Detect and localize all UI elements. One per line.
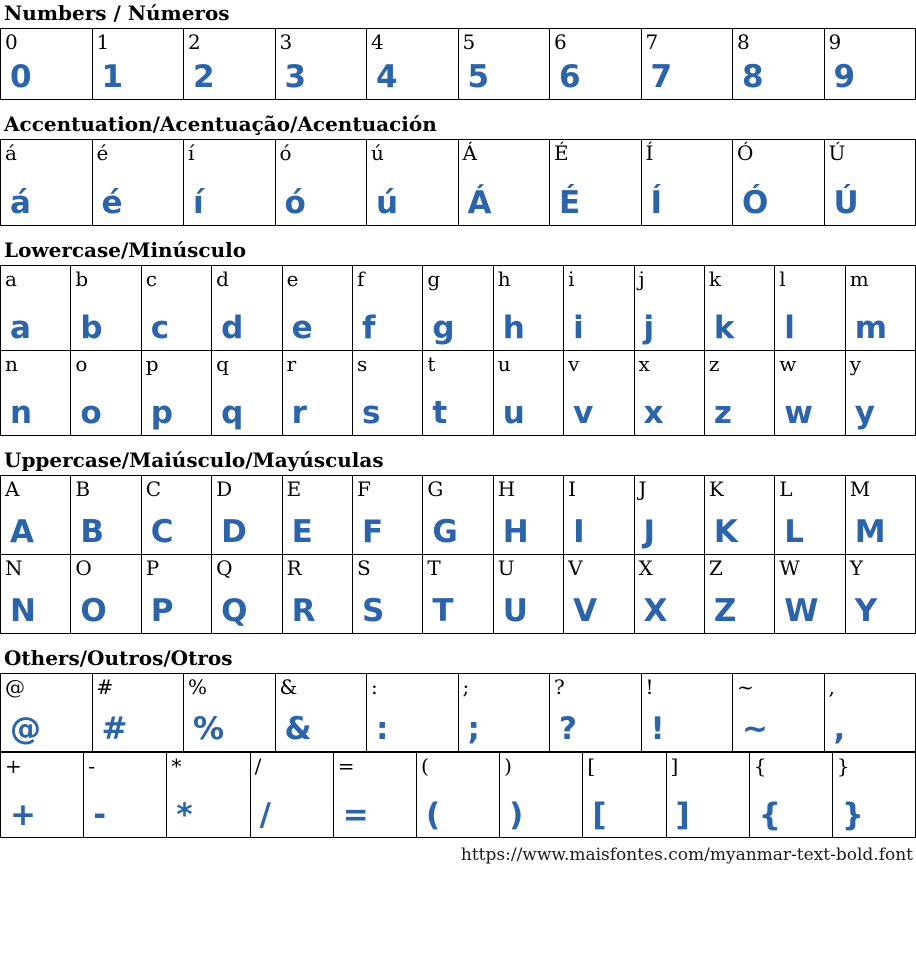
char-cell [774, 554, 845, 634]
char-cell [166, 752, 250, 838]
reference-glyph: 8 [737, 30, 750, 54]
accentuation-row [0, 139, 916, 226]
reference-glyph: % [188, 675, 208, 699]
char-cell [211, 265, 282, 351]
font-glyph: b [80, 310, 103, 346]
reference-glyph: } [836, 754, 850, 778]
reference-glyph: r [286, 352, 297, 376]
char-cell [549, 139, 642, 226]
font-glyph: X [643, 593, 668, 629]
char-cell [422, 554, 493, 634]
font-glyph: 3 [284, 59, 307, 95]
font-glyph: U [502, 593, 528, 629]
font-glyph: m [854, 310, 887, 346]
reference-glyph: P [145, 556, 160, 580]
char-cell [0, 350, 71, 436]
reference-glyph: N [5, 556, 23, 580]
char-cell [275, 139, 368, 226]
font-glyph: e [291, 310, 313, 346]
reference-glyph: ? [554, 675, 565, 699]
font-glyph: ( [425, 797, 441, 833]
char-cell [824, 139, 916, 226]
reference-glyph: h [497, 267, 511, 291]
font-glyph: u [502, 395, 525, 431]
char-cell [211, 350, 282, 436]
char-cell [275, 673, 368, 752]
font-glyph: W [784, 593, 819, 629]
reference-glyph: k [708, 267, 722, 291]
reference-glyph: X [638, 556, 653, 580]
char-cell [70, 554, 141, 634]
font-glyph: Ú [833, 185, 859, 221]
char-cell [732, 673, 825, 752]
char-cell [352, 265, 423, 351]
reference-glyph: e [286, 267, 299, 291]
reference-glyph: R [286, 556, 302, 580]
font-glyph: G [432, 514, 458, 550]
reference-glyph: * [171, 754, 182, 778]
reference-glyph: V [568, 556, 583, 580]
font-glyph: H [502, 514, 529, 550]
char-cell [422, 475, 493, 555]
font-glyph: j [643, 310, 655, 346]
font-glyph: r [291, 395, 307, 431]
font-glyph: { [758, 797, 781, 833]
reference-glyph: @ [5, 675, 25, 699]
char-cell [774, 475, 845, 555]
font-glyph: A [10, 514, 34, 550]
reference-glyph: B [75, 477, 91, 501]
char-cell [641, 673, 734, 752]
font-glyph: N [10, 593, 36, 629]
reference-glyph: 4 [371, 30, 384, 54]
reference-glyph: 1 [96, 30, 110, 54]
char-cell [422, 350, 493, 436]
reference-glyph: é [96, 141, 109, 165]
reference-glyph: j [638, 267, 645, 291]
font-glyph: * [176, 797, 193, 833]
font-glyph: ó [284, 185, 306, 221]
char-cell [0, 475, 71, 555]
font-glyph: I [573, 514, 585, 550]
char-cell [141, 554, 212, 634]
font-glyph: í [193, 185, 204, 221]
font-glyph: Ó [742, 185, 769, 221]
font-glyph: z [713, 395, 732, 431]
font-glyph: 7 [650, 59, 673, 95]
char-cell [563, 554, 634, 634]
char-cell [141, 475, 212, 555]
font-glyph: @ [10, 711, 41, 747]
font-glyph: K [713, 514, 738, 550]
char-cell [183, 28, 276, 100]
char-cell [141, 265, 212, 351]
font-glyph: h [502, 310, 525, 346]
char-cell [366, 673, 459, 752]
char-cell [0, 28, 93, 100]
font-glyph: é [101, 185, 123, 221]
font-glyph: ? [559, 711, 577, 747]
char-cell [845, 554, 916, 634]
char-cell [416, 752, 500, 838]
reference-glyph: í [188, 141, 195, 165]
font-glyph: ú [376, 185, 399, 221]
font-glyph: 4 [376, 59, 398, 95]
char-cell [333, 752, 417, 838]
char-cell [563, 350, 634, 436]
reference-glyph: I [568, 477, 577, 501]
reference-glyph: x [638, 352, 650, 376]
char-cell [0, 673, 93, 752]
reference-glyph: : [371, 675, 378, 699]
font-glyph: Q [221, 593, 248, 629]
reference-glyph: 5 [462, 30, 476, 54]
reference-glyph: ; [462, 675, 470, 699]
reference-glyph: w [779, 352, 797, 376]
reference-glyph: D [216, 477, 233, 501]
char-cell [641, 139, 734, 226]
reference-glyph: F [356, 477, 371, 501]
reference-glyph: c [145, 267, 157, 291]
reference-glyph: A [5, 477, 20, 501]
reference-glyph: t [427, 352, 436, 376]
char-cell [845, 350, 916, 436]
font-glyph: L [784, 514, 805, 550]
char-cell [499, 752, 583, 838]
char-cell [493, 475, 564, 555]
char-cell [563, 265, 634, 351]
section-title-uppercase: Uppercase/Maiúsculo/Mayúsculas [4, 448, 384, 472]
reference-glyph: M [849, 477, 871, 501]
reference-glyph: W [779, 556, 800, 580]
font-glyph: 6 [559, 59, 581, 95]
reference-glyph: n [5, 352, 18, 376]
reference-glyph: L [779, 477, 793, 501]
reference-glyph: [ [587, 754, 596, 778]
reference-glyph: Í [645, 141, 654, 165]
reference-glyph: O [75, 556, 92, 580]
char-cell [282, 350, 353, 436]
font-glyph: S [361, 593, 385, 629]
char-cell [704, 475, 775, 555]
font-glyph: P [150, 593, 174, 629]
reference-glyph: 2 [188, 30, 201, 54]
font-glyph: B [80, 514, 105, 550]
reference-glyph: i [568, 267, 575, 291]
reference-glyph: T [427, 556, 441, 580]
char-cell [732, 139, 825, 226]
char-cell [92, 673, 185, 752]
reference-glyph: ~ [737, 675, 754, 699]
char-cell [563, 475, 634, 555]
reference-glyph: ) [504, 754, 512, 778]
reference-glyph: Y [849, 556, 863, 580]
uppercase-row-1 [0, 475, 916, 555]
font-glyph: q [221, 395, 244, 431]
reference-glyph: g [427, 267, 441, 291]
char-cell [250, 752, 334, 838]
reference-glyph: s [356, 352, 368, 376]
char-cell [845, 475, 916, 555]
font-glyph: - [93, 797, 107, 833]
reference-glyph: C [145, 477, 162, 501]
font-glyph: V [573, 593, 598, 629]
reference-glyph: - [88, 754, 95, 778]
font-glyph: , [833, 711, 846, 747]
char-cell [70, 350, 141, 436]
char-cell [666, 752, 750, 838]
char-cell [92, 28, 185, 100]
reference-glyph: / [254, 754, 262, 778]
reference-glyph: U [497, 556, 515, 580]
reference-glyph: a [5, 267, 17, 291]
font-glyph: i [573, 310, 584, 346]
font-glyph: J [643, 514, 656, 550]
reference-glyph: & [279, 675, 298, 699]
reference-glyph: 7 [645, 30, 659, 54]
section-title-others: Others/Outros/Otros [4, 646, 233, 670]
font-glyph: C [150, 514, 174, 550]
source-url-caption: https://www.maisfontes.com/myanmar-text-bold.font [460, 845, 913, 865]
font-glyph: ; [467, 711, 480, 747]
char-cell [70, 475, 141, 555]
font-glyph: 2 [193, 59, 215, 95]
char-cell [774, 265, 845, 351]
reference-glyph: , [828, 675, 835, 699]
font-glyph: % [193, 711, 225, 747]
char-cell [282, 265, 353, 351]
lowercase-row-1 [0, 265, 916, 351]
char-cell [774, 350, 845, 436]
char-cell [845, 265, 916, 351]
others-row-1 [0, 673, 916, 752]
font-glyph: F [361, 514, 384, 550]
char-cell [582, 752, 666, 838]
char-cell [141, 350, 212, 436]
font-glyph: Y [854, 593, 878, 629]
reference-glyph: # [96, 675, 114, 699]
reference-glyph: o [75, 352, 88, 376]
char-cell [749, 752, 833, 838]
font-glyph: p [150, 395, 173, 431]
font-glyph: ) [509, 797, 524, 833]
font-glyph: } [841, 797, 864, 833]
reference-glyph: Q [216, 556, 233, 580]
char-cell [634, 554, 705, 634]
reference-glyph: Ú [828, 141, 846, 165]
reference-glyph: É [554, 141, 569, 165]
font-glyph: d [221, 310, 244, 346]
char-cell [366, 139, 459, 226]
char-cell [704, 265, 775, 351]
section-title-accentuation: Accentuation/Acentuação/Acentuación [4, 112, 437, 136]
char-cell [275, 28, 368, 100]
reference-glyph: ( [420, 754, 429, 778]
font-glyph: Í [650, 185, 663, 221]
char-cell [549, 28, 642, 100]
reference-glyph: d [216, 267, 229, 291]
char-cell [824, 673, 916, 752]
font-glyph: = [342, 797, 369, 833]
char-cell [211, 475, 282, 555]
reference-glyph: E [286, 477, 302, 501]
font-glyph: [ [592, 797, 607, 833]
font-glyph: l [784, 310, 795, 346]
char-cell [493, 265, 564, 351]
char-cell [458, 139, 551, 226]
reference-glyph: b [75, 267, 89, 291]
font-glyph: O [80, 593, 107, 629]
char-cell [83, 752, 167, 838]
reference-glyph: Ó [737, 141, 754, 165]
font-glyph: g [432, 310, 455, 346]
char-cell [641, 28, 734, 100]
font-glyph: n [10, 395, 33, 431]
font-glyph: 0 [10, 59, 32, 95]
char-cell [0, 554, 71, 634]
font-glyph: Z [713, 593, 737, 629]
reference-glyph: p [145, 352, 159, 376]
char-cell [352, 350, 423, 436]
font-glyph: : [376, 711, 389, 747]
font-glyph: 9 [833, 59, 856, 95]
reference-glyph: { [753, 754, 767, 778]
reference-glyph: S [356, 556, 371, 580]
font-glyph: y [854, 395, 875, 431]
char-cell [704, 350, 775, 436]
font-glyph: / [259, 797, 271, 833]
char-cell [634, 475, 705, 555]
font-glyph: w [784, 395, 813, 431]
reference-glyph: 3 [279, 30, 293, 54]
font-glyph: ~ [742, 711, 768, 747]
font-glyph: E [291, 514, 313, 550]
font-glyph: + [10, 797, 36, 833]
font-glyph: o [80, 395, 102, 431]
reference-glyph: ó [279, 141, 292, 165]
reference-glyph: = [337, 754, 355, 778]
reference-glyph: m [849, 267, 869, 291]
reference-glyph: J [638, 477, 647, 501]
reference-glyph: ] [670, 754, 679, 778]
char-cell [704, 554, 775, 634]
char-cell [282, 475, 353, 555]
reference-glyph: q [216, 352, 229, 376]
char-cell [549, 673, 642, 752]
font-glyph: f [361, 310, 376, 346]
font-glyph: ] [675, 797, 690, 833]
reference-glyph: H [497, 477, 516, 501]
char-cell [183, 139, 276, 226]
char-cell [458, 673, 551, 752]
reference-glyph: y [849, 352, 861, 376]
others-row-2 [0, 752, 916, 838]
font-glyph: 5 [467, 59, 490, 95]
reference-glyph: f [356, 267, 365, 291]
reference-glyph: 9 [828, 30, 842, 54]
font-glyph: 1 [101, 59, 124, 95]
font-glyph: t [432, 395, 448, 431]
section-title-numbers: Numbers / Números [4, 1, 230, 25]
font-glyph: k [713, 310, 735, 346]
font-glyph: 8 [742, 59, 764, 95]
char-cell [422, 265, 493, 351]
reference-glyph: Z [708, 556, 723, 580]
reference-glyph: z [708, 352, 720, 376]
font-glyph: ! [650, 711, 665, 747]
char-cell [634, 265, 705, 351]
reference-glyph: ! [645, 675, 654, 699]
reference-glyph: á [5, 141, 17, 165]
font-glyph: s [361, 395, 381, 431]
reference-glyph: 6 [554, 30, 567, 54]
section-title-lowercase: Lowercase/Minúsculo [4, 238, 247, 262]
reference-glyph: G [427, 477, 444, 501]
char-cell [732, 28, 825, 100]
lowercase-row-2 [0, 350, 916, 436]
char-cell [0, 139, 93, 226]
font-glyph: v [573, 395, 594, 431]
numbers-row [0, 28, 916, 100]
reference-glyph: 0 [5, 30, 18, 54]
reference-glyph: + [5, 754, 22, 778]
font-glyph: & [284, 711, 312, 747]
font-glyph: R [291, 593, 316, 629]
font-glyph: x [643, 395, 664, 431]
font-glyph: a [10, 310, 31, 346]
reference-glyph: v [568, 352, 580, 376]
reference-glyph: u [497, 352, 511, 376]
char-cell [634, 350, 705, 436]
char-cell [458, 28, 551, 100]
char-cell [824, 28, 916, 100]
font-glyph: É [559, 185, 581, 221]
font-glyph: D [221, 514, 247, 550]
reference-glyph: ú [371, 141, 384, 165]
font-glyph: # [101, 711, 128, 747]
char-cell [352, 554, 423, 634]
char-cell [282, 554, 353, 634]
char-cell [92, 139, 185, 226]
char-cell [211, 554, 282, 634]
font-glyph: c [150, 310, 170, 346]
font-glyph: M [854, 514, 886, 550]
reference-glyph: K [708, 477, 724, 501]
char-cell [493, 350, 564, 436]
uppercase-row-2 [0, 554, 916, 634]
char-cell [493, 554, 564, 634]
char-cell [366, 28, 459, 100]
reference-glyph: l [779, 267, 786, 291]
font-glyph: T [432, 593, 454, 629]
char-cell [0, 265, 71, 351]
char-cell [832, 752, 916, 838]
reference-glyph: Á [462, 141, 477, 165]
char-cell [70, 265, 141, 351]
char-cell [352, 475, 423, 555]
font-glyph: Á [467, 185, 492, 221]
char-cell [183, 673, 276, 752]
char-cell [0, 752, 84, 838]
font-glyph: á [10, 185, 31, 221]
